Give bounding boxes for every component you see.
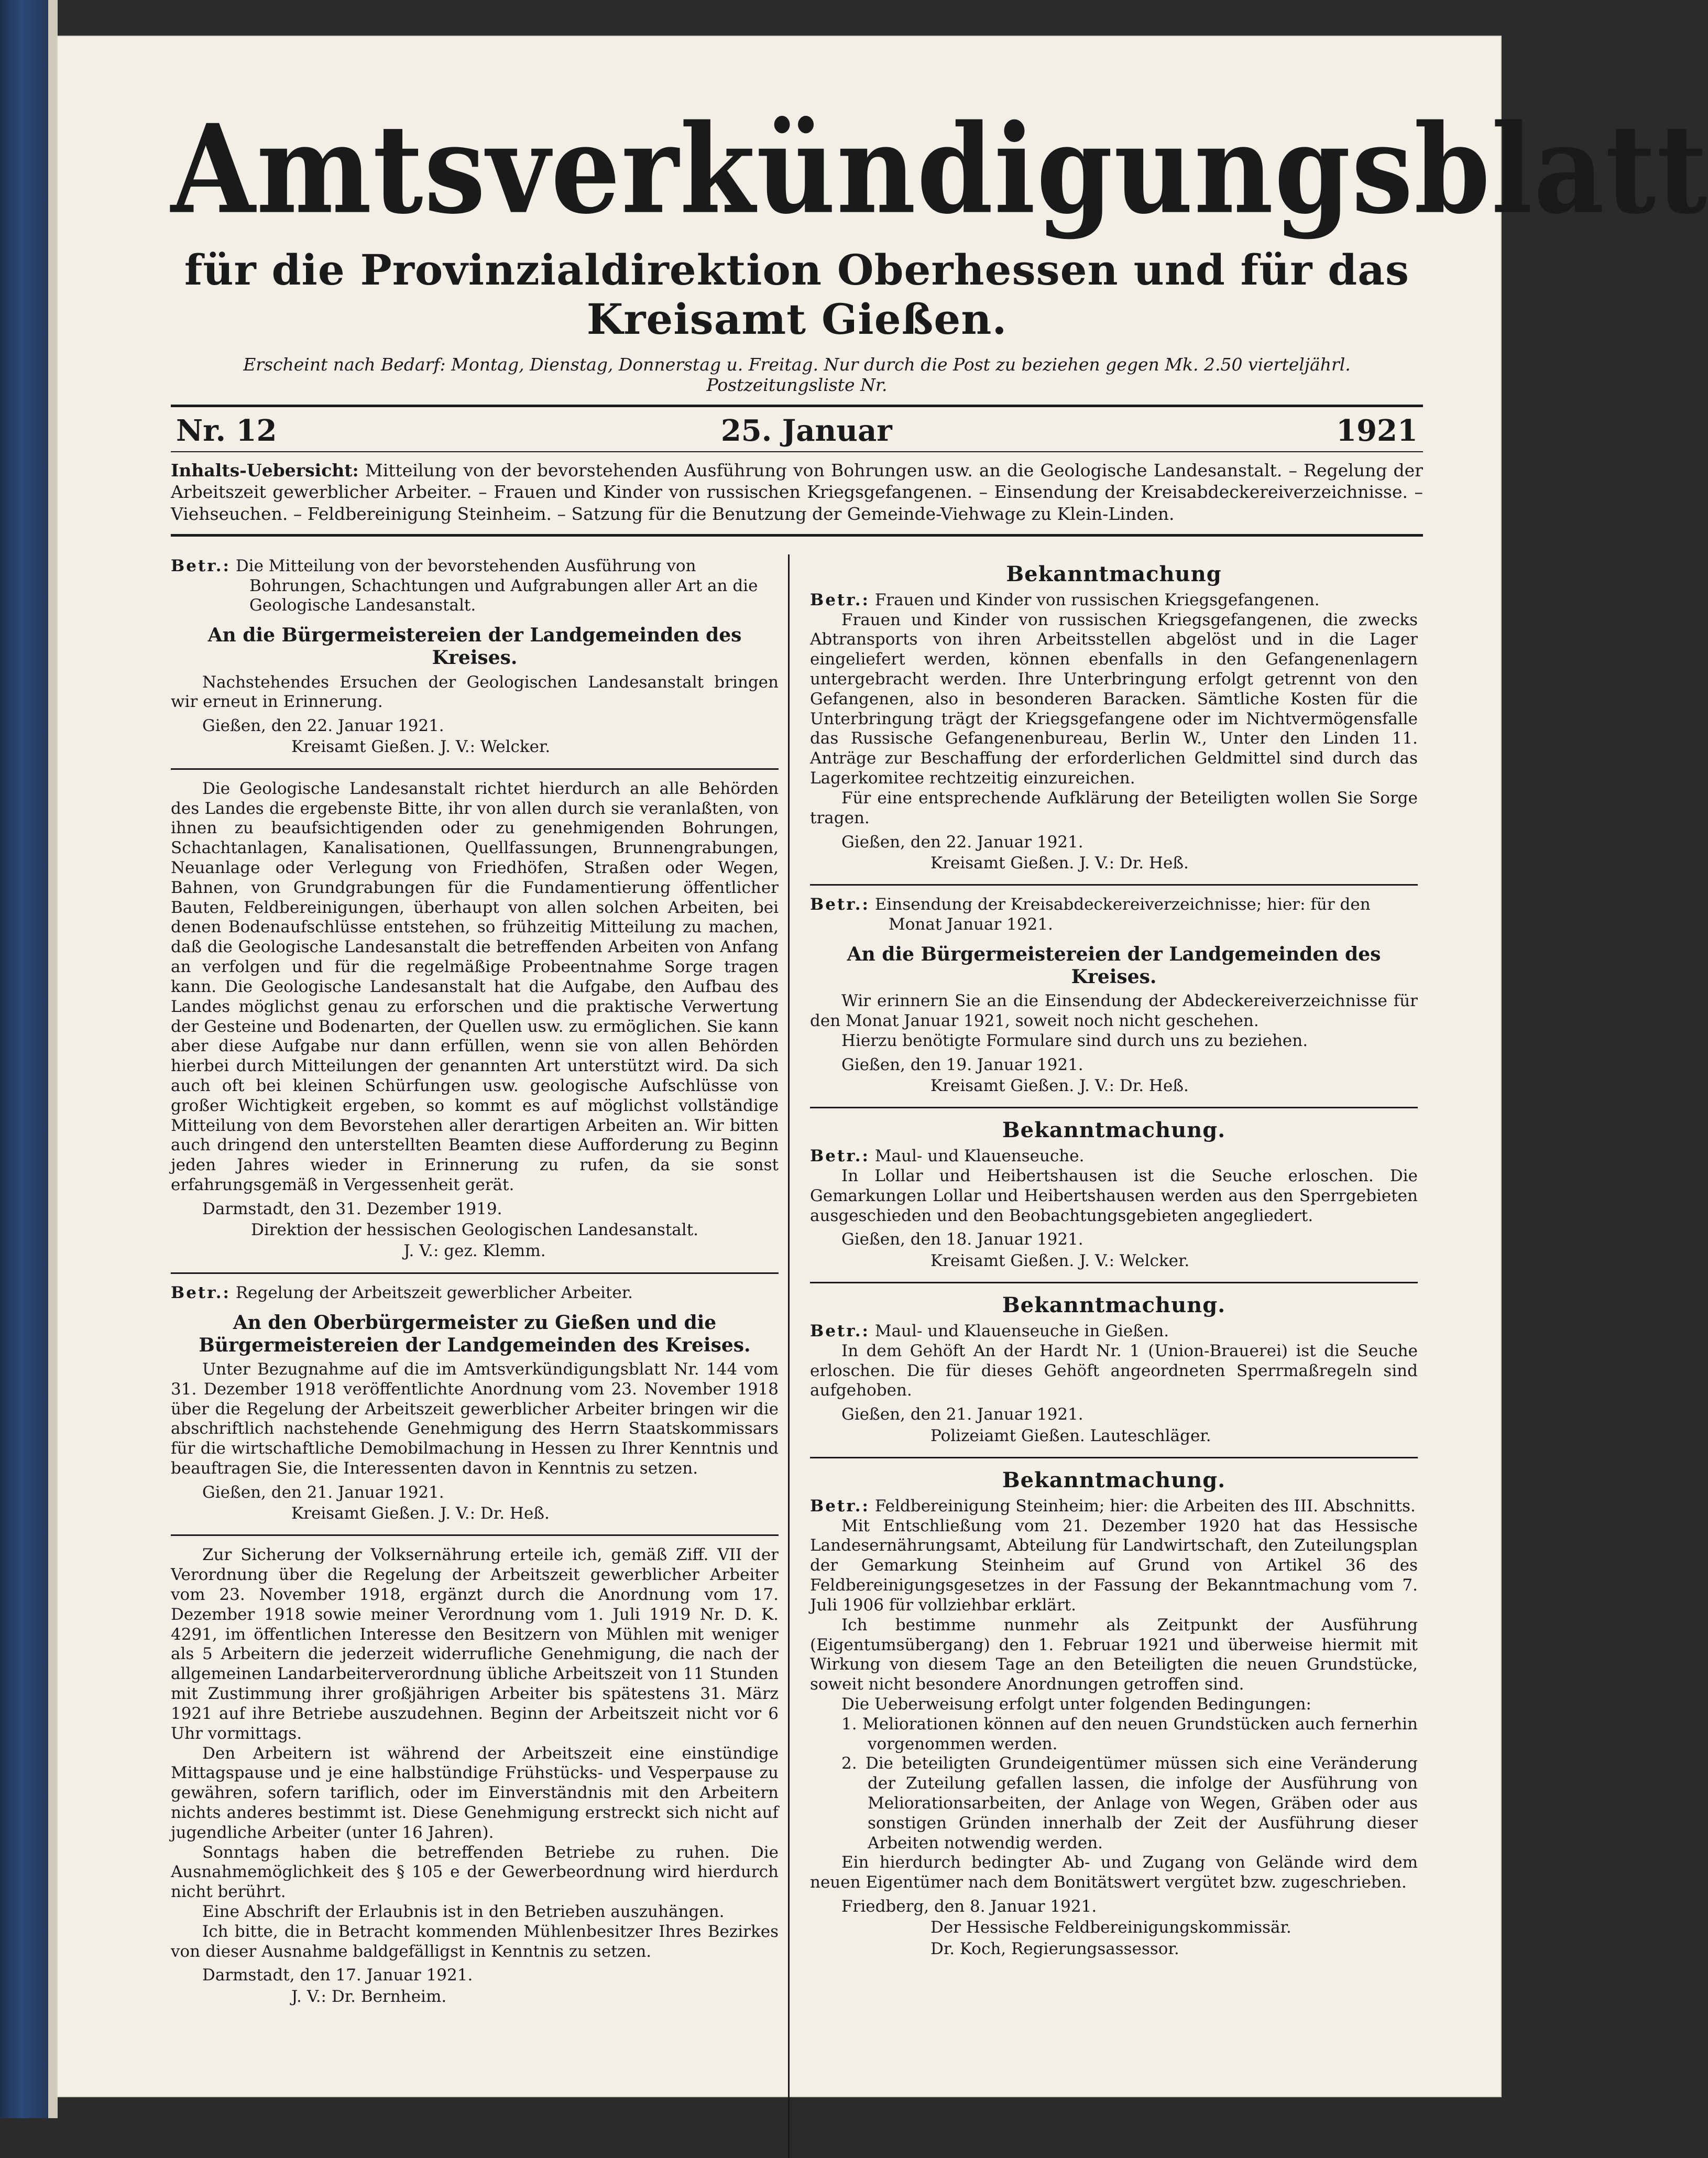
article-body-1: Wir erinnern Sie an die Einsendung der Abdeckereiverzeichnisse für den Monat Januar 1921, soweit noch nicht geschehen. <box>810 991 1418 1030</box>
inner-rule <box>171 1534 779 1536</box>
article-divider <box>810 1107 1418 1108</box>
signature-name: Dr. Koch, Regierungsassessor. <box>930 1939 1179 1958</box>
betr-label: Betr.: <box>810 895 870 914</box>
article-body-2: Ich bestimme nunmehr als Zeitpunkt der Ausführung (Eigentumsübergang) den 1. Februar 1921 und überweise hiermit mit Wirkung von diesem Tage an den Beteiligten die neuen Grundstücke, soweit nicht besondere Anordnungen getroffen sind. <box>810 1615 1418 1694</box>
betr-text: Die Mitteilung von der bevorstehenden Ausführung von Bohrungen, Schachtungen und Aufgrabungen aller Art an die Geologische Landesanstalt. <box>235 556 758 615</box>
issue-date: 25. Januar <box>720 413 892 448</box>
toc-label: Inhalts-Uebersicht: <box>171 460 359 481</box>
article-body-3: Die Ueberweisung erfolgt unter folgenden Bedingungen: <box>841 1694 1312 1714</box>
betr-label: Betr.: <box>171 556 231 575</box>
article-geologische-landesanstalt <box>171 557 779 1262</box>
article-body: In Lollar und Heibertshausen ist die Seuche erloschen. Die Gemarkungen Lollar und Heibertshausen werden aus den Sperrgebieten ausgeschieden und den Beobachtungsgebieten angegliedert. <box>810 1166 1418 1225</box>
betr-line <box>810 591 1418 611</box>
article-feldbereinigung <box>810 1468 1418 1959</box>
signature-2: J. V.: Dr. Bernheim. <box>291 1987 447 2006</box>
article-kriegsgefangene <box>810 562 1418 874</box>
betr-text: Regelung der Arbeitszeit gewerblicher Arbeiter. <box>235 1283 633 1302</box>
article-body-1: Frauen und Kinder von russischen Kriegsgefangenen, die zwecks Abtransports von ihren Arbeitsstellen abgelöst und in die Lager eingeliefert werden, können ebenfalls in den Gefangenenlagern untergebracht werden. Ihre Unterbringung erfolgt getrennt von den Gefangenen, also in besonderen Baracken. Sämtliche Kosten für die Unterbringung trägt der Kriegsgefangene oder im Nichtvermögensfalle das Russische Gefangenenbureau, Berlin W., Unter den Linden 11. Anträge zur Beschaffung der erforderlichen Geldmittel sind durch das Lagerkomitee rechtzeitig einzureichen. <box>810 610 1418 788</box>
place-date: Gießen, den 19. Januar 1921. <box>841 1055 1083 1074</box>
place-date: Gießen, den 22. Januar 1921. <box>841 832 1083 852</box>
article-heading: An den Oberbürgermeister zu Gießen und die Bürgermeistereien der Landgemeinden des Kreises. <box>199 1311 751 1356</box>
place-date: Gießen, den 22. Januar 1921. <box>202 716 444 736</box>
article-divider <box>171 1272 779 1274</box>
column-separator <box>788 554 790 2158</box>
masthead-subtitle: für die Provinzialdirektion Oberhessen und für das Kreisamt Gießen. <box>184 245 1410 344</box>
betr-text: Frauen und Kinder von russischen Kriegsgefangenen. <box>874 590 1320 609</box>
article-body: Die Geologische Landesanstalt richtet hierdurch an alle Behörden des Landes die ergebenste Bitte, ihr von allen durch sie veranlaßten, von ihnen zu beaufsichtigenden oder zu genehmigenden Bohrungen, Schachtanlagen, Kanalisationen, Quellfassungen, Brunnengrabungen, Neuanlage oder Verlegung von Friedhöfen, Straßen oder Wegen, Bahnen, von Grundgrabungen für die Fundamentierung öffentlicher Bauten, Feldbereinigungen, überhaupt von allen solchen Arbeiten, bei denen Bodenaufschlüsse entstehen, so frühzeitig Mitteilung zu machen, daß die Geologische Landesanstalt die betreffenden Arbeiten von Anfang an verfolgen und für die regelmäßige Probeentnahme Sorge tragen kann. Die Geologische Landesanstalt hat die Aufgabe, den Aufbau des Landes möglichst genau zu erforschen und die praktische Verwertung der Gesteine und Bodenarten, der Quellen usw. zu ermöglichen. Sie kann aber diese Aufgabe nur dann erfüllen, wenn sie von allen Behörden hierbei durch Mitteilungen der genannten Art unterstützt wird. Da sich auch oft bei kleinen Schürfungen usw. geologische Aufschlüsse von großer Wichtigkeit ergeben, so kommt es auf möglichst vollständige Mitteilung von dem Bevorstehen aller derartigen Arbeiten an. Wir bitten auch dringend den unterstellten Beamten diese Aufforderung zu Beginn jeden Jahres wieder in Erinnerung zu rufen, da sie sonst erfahrungsgemäß in Vergessenheit gerät. <box>171 779 779 1195</box>
betr-line <box>810 1497 1418 1517</box>
signature: Kreisamt Gießen. J. V.: Dr. Heß. <box>930 853 1189 873</box>
toc-text: Mitteilung von der bevorstehenden Ausführung von Bohrungen usw. an die Geologische Landesanstalt. – Regelung der Arbeitszeit gewerblicher Arbeiter. – Frauen und Kinder von russischen Kriegsgefangenen. – Einsendung der Kreisabdeckereiverzeichnisse. – Viehseuchen. – Feldbereinigung Steinheim. – Satzung für die Benutzung der Gemeinde-Viehwage zu Klein-Linden. <box>171 460 1423 524</box>
page-content <box>171 98 1708 2007</box>
article-body: In dem Gehöft An der Hardt Nr. 1 (Union-Brauerei) ist die Seuche erloschen. Die für dieses Gehöft angeordneten Sperrmaßregeln sind aufgehoben. <box>810 1341 1418 1400</box>
betr-label: Betr.: <box>171 1283 231 1302</box>
issue-year: 1921 <box>1336 413 1418 448</box>
article-body-2: Hierzu benötigte Formulare sind durch uns zu beziehen. <box>841 1031 1308 1050</box>
list-item: 1. Meliorationen können auf den neuen Grundstücken auch fernerhin vorgenommen werden. <box>841 1714 1418 1753</box>
article-body-2: Den Arbeitern ist während der Arbeitszeit eine einstündige Mittagspause und je eine halbstündige Frühstücks- und Vesperpause zu gewähren, sofern tariflich, oder im Einverständnis mit den Arbeitern nichts anderes bestimmt ist. Diese Genehmigung erstreckt sich nicht auf jugendliche Arbeiter (unter 16 Jahren). <box>171 1743 779 1842</box>
signature-authority: Direktion der hessischen Geologischen Landesanstalt. <box>250 1220 699 1240</box>
betr-line <box>171 1283 779 1303</box>
list-item: 2. Die beteiligten Grundeigentümer müssen sich eine Veränderung der Zuteilung gefallen lassen, die infolge der Ausführung von Meliorationsarbeiten, der Anlage von Wegen, Gräben oder aus sonstigen Gründen innerhalb der Zeit der Ausführung dieser Arbeiten notwendig werden. <box>841 1754 1418 1852</box>
left-column <box>171 554 794 2007</box>
article-body-1: Zur Sicherung der Volksernährung erteile ich, gemäß Ziff. VII der Verordnung über die Regelung der Arbeitszeit gewerblicher Arbeiter vom 23. November 1918, ergänzt durch die Anordnung vom 17. Dezember 1918 sowie meiner Verordnung vom 1. Juli 1919 Nr. D. K. 4291, im öffentlichen Interesse den Besitzern von Mühlen mit weniger als 5 Arbeitern die jederzeit widerrufliche Genehmigung, die nach der allgemeinen Landarbeiterverordnung übliche Arbeitszeit von 11 Stunden mit Zustimmung ihrer großjährigen Arbeiter bis spätestens 31. März 1921 auf ihre Betriebe auszudehnen. Beginn der Arbeitszeit nicht vor 6 Uhr vormittags. <box>171 1545 779 1743</box>
betr-text: Maul- und Klauenseuche in Gießen. <box>874 1321 1169 1340</box>
right-column <box>794 554 1418 2007</box>
place-date: Gießen, den 21. Januar 1921. <box>841 1405 1083 1424</box>
article-intro: Unter Bezugnahme auf die im Amtsverkündigungsblatt Nr. 144 vom 31. Dezember 1918 veröffentlichte Anordnung vom 23. November 1918 über die Regelung der Arbeitszeit gewerblicher Arbeiter bringen wir die abschriftlich nachstehende Genehmigung des Herrn Staatskommissars für die wirtschaftliche Demobilmachung in Hessen zu Ihrer Kenntnis und beauftragen Sie, die Interessenten davon in Kenntnis zu setzen. <box>171 1359 779 1478</box>
header-rule-bottom <box>171 534 1423 537</box>
article-body-3: Sonntags haben die betreffenden Betriebe zu ruhen. Die Ausnahmemöglichkeit des § 105 e der Gewerbeordnung wird hierdurch nicht berührt. <box>171 1843 779 1902</box>
article-arbeitszeit <box>171 1283 779 2007</box>
betr-text: Maul- und Klauenseuche. <box>874 1147 1085 1166</box>
notice-title: Bekanntmachung. <box>1002 1467 1226 1492</box>
place-date: Friedberg, den 8. Januar 1921. <box>841 1897 1097 1916</box>
signature-name: J. V.: gez. Klemm. <box>403 1241 546 1261</box>
article-body-4: Ein hierdurch bedingter Ab- und Zugang von Gelände wird dem neuen Eigentümer nach dem Bonitätswert vergütet bzw. zugeschrieben. <box>810 1853 1418 1892</box>
article-abdeckerei <box>810 895 1418 1096</box>
betr-label: Betr.: <box>810 1321 870 1340</box>
article-seuche-giessen <box>810 1293 1418 1446</box>
betr-text: Feldbereinigung Steinheim; hier: die Arbeiten des III. Abschnitts. <box>874 1496 1416 1516</box>
betr-label: Betr.: <box>810 1147 870 1166</box>
inner-rule <box>171 768 779 770</box>
notice-title: Bekanntmachung <box>1006 561 1222 586</box>
header-rule-mid <box>171 451 1423 452</box>
signature: Kreisamt Gießen. J. V.: Dr. Heß. <box>291 1504 550 1523</box>
notice-title: Bekanntmachung. <box>1002 1292 1226 1317</box>
place-date: Gießen, den 18. Januar 1921. <box>841 1230 1083 1249</box>
signature-authority: Der Hessische Feldbereinigungskommissär. <box>930 1918 1291 1937</box>
article-divider <box>810 884 1418 886</box>
betr-line <box>810 1322 1418 1342</box>
betr-line <box>810 895 1418 935</box>
table-of-contents <box>171 460 1423 525</box>
betr-line <box>810 1147 1418 1167</box>
betr-text: Einsendung der Kreisabdeckereiverzeichnisse; hier: für den Monat Januar 1921. <box>874 895 1371 934</box>
place-date: Gießen, den 21. Januar 1921. <box>202 1483 444 1502</box>
article-heading: An die Bürgermeistereien der Landgemeinden des Kreises. <box>207 624 742 669</box>
notice-title: Bekanntmachung. <box>1002 1118 1226 1143</box>
publish-note: Erscheint nach Bedarf: Montag, Dienstag, Donnerstag u. Freitag. Nur durch die Post zu beziehen gegen Mk. 2.50 vierteljährl. Postzeitungsliste Nr. <box>243 354 1351 395</box>
article-body-4: Eine Abschrift der Erlaubnis ist in den Betrieben auszuhängen. <box>202 1902 725 1922</box>
place-date-2: Darmstadt, den 31. Dezember 1919. <box>202 1199 502 1218</box>
article-heading: An die Bürgermeistereien der Landgemeinden des Kreises. <box>847 943 1381 988</box>
book-spine <box>0 0 48 2118</box>
betr-label: Betr.: <box>810 1496 870 1516</box>
article-body-2: Für eine entsprechende Aufklärung der Beteiligten wollen Sie Sorge tragen. <box>810 788 1418 827</box>
newspaper-page <box>58 37 1708 2096</box>
article-divider <box>810 1457 1418 1458</box>
page-stack-edge <box>48 0 58 2118</box>
article-intro: Nachstehendes Ersuchen der Geologischen Landesanstalt bringen wir erneut in Erinnerung. <box>171 672 779 712</box>
place-date-2: Darmstadt, den 17. Januar 1921. <box>202 1966 473 1985</box>
signature: Kreisamt Gießen. J. V.: Welcker. <box>930 1251 1190 1270</box>
article-body-5: Ich bitte, die in Betracht kommenden Mühlenbesitzer Ihres Bezirkes von dieser Ausnahme baldgefälligst in Kenntnis zu setzen. <box>171 1922 779 1961</box>
masthead-title: Amtsverkündigungsblatt <box>171 98 1708 242</box>
betr-label: Betr.: <box>810 590 870 609</box>
betr-line <box>171 557 779 616</box>
article-divider <box>810 1282 1418 1283</box>
signature: Polizeiamt Gießen. Lauteschläger. <box>930 1426 1211 1445</box>
signature: Kreisamt Gießen. J. V.: Dr. Heß. <box>930 1076 1189 1095</box>
article-seuche-lollar <box>810 1118 1418 1271</box>
signature: Kreisamt Gießen. J. V.: Welcker. <box>291 737 551 757</box>
issue-row <box>171 413 1423 448</box>
header-rule-top <box>171 405 1423 407</box>
issue-number: Nr. 12 <box>176 413 277 448</box>
article-body-1: Mit Entschließung vom 21. Dezember 1920 hat das Hessische Landesernährungsamt, Abteilung für Landwirtschaft, den Zuteilungsplan der Gemarkung Steinheim auf Grund von Artikel 36 des Feldbereinigungsgesetzes in der Fassung der Bekanntmachung vom 7. Juli 1906 für vollziehbar erklärt. <box>810 1516 1418 1615</box>
columns <box>171 554 1423 2007</box>
